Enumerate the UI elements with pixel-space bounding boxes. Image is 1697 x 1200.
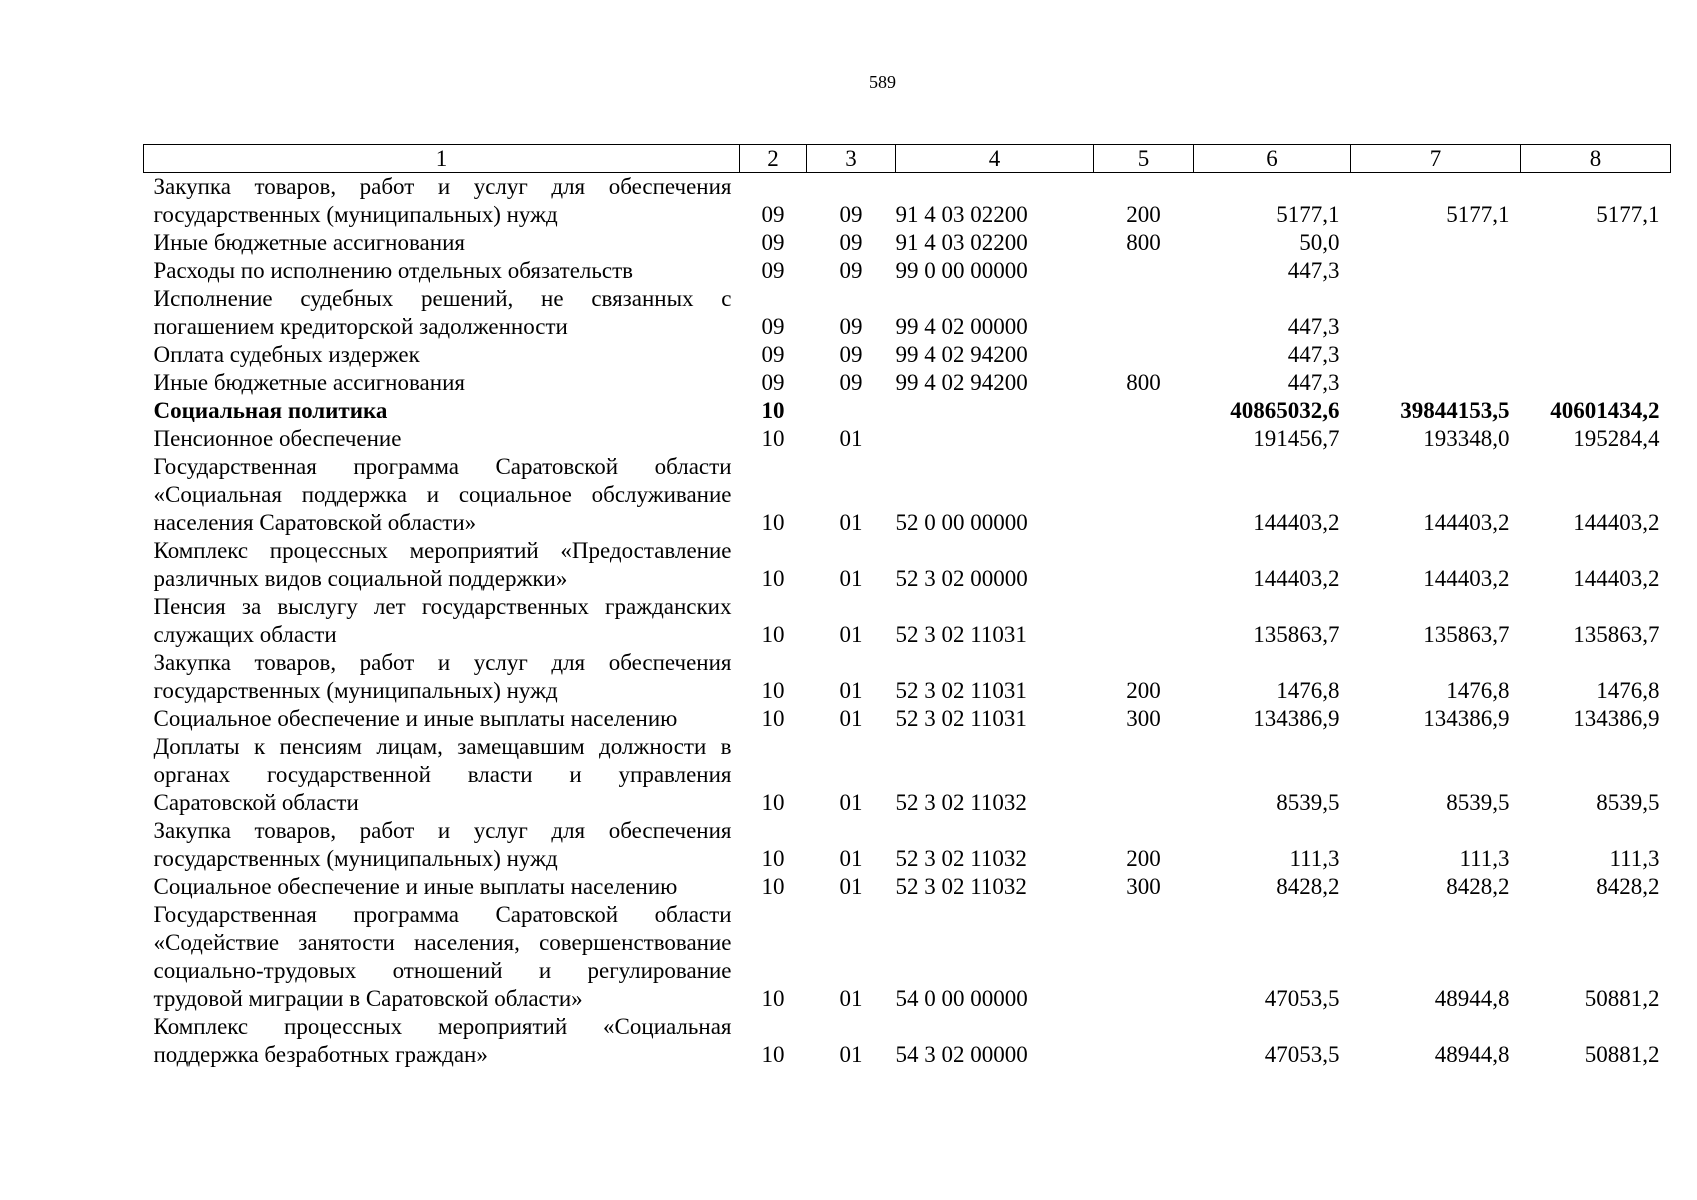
amount-col-7: 144403,2 — [1423, 510, 1510, 535]
target-article-code: 52 3 02 11032 — [895, 790, 1027, 815]
section-code: 09 — [761, 314, 785, 339]
row-name: Иные бюджетные ассигнования — [153, 230, 465, 255]
section-code: 10 — [761, 986, 785, 1011]
row-name: Исполнение судебных решений, не связанных с погашением кредиторской задолженности — [153, 286, 732, 339]
target-article-code: 52 3 02 00000 — [895, 566, 1028, 591]
row-name: Закупка товаров, работ и услуг для обеспечения государственных (муниципальных) нужд — [153, 650, 732, 703]
table-row — [144, 173, 1671, 230]
target-article-code: 99 0 00 00000 — [895, 258, 1028, 283]
target-article-code: 91 4 03 02200 — [895, 230, 1028, 255]
expense-type-code — [1094, 593, 1194, 649]
amount-col-8: 195284,4 — [1573, 426, 1660, 451]
target-article-code: 52 3 02 11031 — [895, 622, 1027, 647]
amount-col-8 — [1521, 341, 1671, 369]
column-header-3: 3 — [807, 145, 896, 173]
amount-col-8 — [1521, 285, 1671, 341]
row-name: Расходы по исполнению отдельных обязательств — [153, 258, 633, 283]
amount-col-6: 5177,1 — [1276, 202, 1340, 227]
page-number: 589 — [869, 72, 896, 92]
target-article-code: 52 3 02 11032 — [895, 874, 1027, 899]
subsection-code: 01 — [839, 1042, 863, 1067]
target-article-code: 52 0 00 00000 — [895, 510, 1028, 535]
subsection-code: 09 — [839, 370, 863, 395]
subsection-code: 09 — [839, 202, 863, 227]
column-header-4: 4 — [896, 145, 1094, 173]
amount-col-8: 1476,8 — [1596, 678, 1660, 703]
row-name: Социальное обеспечение и иные выплаты населению — [153, 874, 678, 899]
amount-col-7: 39844153,5 — [1400, 398, 1510, 423]
amount-col-8: 40601434,2 — [1550, 398, 1660, 423]
subsection-code: 01 — [839, 566, 863, 591]
section-code: 10 — [761, 846, 785, 871]
amount-col-7 — [1351, 341, 1521, 369]
row-name: Социальная политика — [153, 398, 388, 423]
row-name: Социальное обеспечение и иные выплаты населению — [153, 706, 678, 731]
table-row — [144, 817, 1671, 873]
table-row — [144, 649, 1671, 705]
amount-col-7: 135863,7 — [1423, 622, 1510, 647]
expense-type-code — [1094, 341, 1194, 369]
amount-col-6: 134386,9 — [1253, 706, 1340, 731]
expense-type-code: 200 — [1126, 678, 1161, 703]
expense-type-code — [1094, 397, 1194, 425]
amount-col-8: 5177,1 — [1596, 202, 1660, 227]
subsection-code: 01 — [839, 678, 863, 703]
amount-col-6: 47053,5 — [1264, 1042, 1340, 1067]
section-code: 09 — [761, 202, 785, 227]
row-name: Государственная программа Саратовской области «Социальная поддержка и социальное обслуживание населения Саратовской области» — [153, 454, 732, 535]
section-code: 09 — [761, 370, 785, 395]
amount-col-8: 134386,9 — [1573, 706, 1660, 731]
subsection-code: 01 — [839, 986, 863, 1011]
row-name: Комплекс процессных мероприятий «Предоставление различных видов социальной поддержки» — [153, 538, 732, 591]
section-code: 10 — [761, 1042, 785, 1067]
amount-col-6: 1476,8 — [1276, 678, 1340, 703]
column-header-1: 1 — [144, 145, 740, 173]
subsection-code: 09 — [839, 258, 863, 283]
subsection-code: 01 — [839, 846, 863, 871]
amount-col-8: 111,3 — [1609, 846, 1660, 871]
table-row — [144, 537, 1671, 593]
budget-table-body — [144, 173, 1671, 1070]
amount-col-6: 135863,7 — [1253, 622, 1340, 647]
table-row — [144, 873, 1671, 901]
row-name: Государственная программа Саратовской области «Содействие занятости населения, совершенствование социально-трудовых отношений и регулирование трудовой миграции в Саратовской области» — [153, 902, 732, 1011]
row-name: Закупка товаров, работ и услуг для обеспечения государственных (муниципальных) нужд — [153, 174, 732, 227]
subsection-code: 01 — [839, 874, 863, 899]
section-code: 10 — [761, 426, 785, 451]
section-code: 09 — [761, 258, 785, 283]
column-header-7: 7 — [1351, 145, 1521, 173]
subsection-code — [807, 397, 896, 425]
amount-col-7: 48944,8 — [1434, 1042, 1510, 1067]
table-row — [144, 1013, 1671, 1069]
row-name: Оплата судебных издержек — [153, 342, 420, 367]
row-name: Закупка товаров, работ и услуг для обеспечения государственных (муниципальных) нужд — [153, 818, 732, 871]
amount-col-6: 447,3 — [1287, 370, 1340, 395]
column-number-header-row — [144, 145, 1671, 173]
table-row — [144, 369, 1671, 397]
amount-col-6: 111,3 — [1289, 846, 1340, 871]
expense-type-code: 800 — [1126, 370, 1161, 395]
amount-col-7 — [1351, 369, 1521, 397]
expense-type-code — [1094, 453, 1194, 537]
section-code: 09 — [761, 230, 785, 255]
amount-col-7: 48944,8 — [1434, 986, 1510, 1011]
target-article-code: 91 4 03 02200 — [895, 202, 1028, 227]
amount-col-7: 193348,0 — [1423, 426, 1510, 451]
amount-col-7: 8539,5 — [1446, 790, 1510, 815]
expense-type-code — [1094, 901, 1194, 1013]
amount-col-6: 8428,2 — [1276, 874, 1340, 899]
amount-col-6: 447,3 — [1287, 342, 1340, 367]
target-article-code: 52 3 02 11031 — [895, 706, 1027, 731]
amount-col-6: 40865032,6 — [1230, 398, 1340, 423]
section-code: 10 — [761, 874, 785, 899]
expense-type-code: 300 — [1126, 874, 1161, 899]
expense-type-code — [1094, 1013, 1194, 1069]
subsection-code: 01 — [839, 426, 863, 451]
amount-col-8: 8428,2 — [1596, 874, 1660, 899]
amount-col-7: 144403,2 — [1423, 566, 1510, 591]
expense-type-code — [1094, 425, 1194, 453]
amount-col-7 — [1351, 285, 1521, 341]
table-row — [144, 285, 1671, 341]
expense-type-code: 200 — [1126, 202, 1161, 227]
table-row — [144, 341, 1671, 369]
section-code: 09 — [761, 342, 785, 367]
expense-type-code: 300 — [1126, 706, 1161, 731]
amount-col-6: 144403,2 — [1253, 566, 1340, 591]
amount-col-8: 135863,7 — [1573, 622, 1660, 647]
target-article-code: 99 4 02 00000 — [895, 314, 1028, 339]
target-article-code — [896, 425, 1094, 453]
amount-col-8: 144403,2 — [1573, 510, 1660, 535]
section-code: 10 — [761, 622, 785, 647]
expense-type-code — [1094, 257, 1194, 285]
section-code: 10 — [761, 790, 785, 815]
section-code: 10 — [761, 510, 785, 535]
expense-type-code — [1094, 733, 1194, 817]
table-row — [144, 453, 1671, 537]
target-article-code: 99 4 02 94200 — [895, 370, 1028, 395]
target-article-code: 54 0 00 00000 — [895, 986, 1028, 1011]
amount-col-7: 111,3 — [1459, 846, 1510, 871]
table-row — [144, 425, 1671, 453]
amount-col-6: 191456,7 — [1253, 426, 1340, 451]
subsection-code: 09 — [839, 230, 863, 255]
amount-col-7: 1476,8 — [1446, 678, 1510, 703]
amount-col-6: 447,3 — [1287, 314, 1340, 339]
amount-col-6: 8539,5 — [1276, 790, 1340, 815]
amount-col-8: 50881,2 — [1584, 986, 1660, 1011]
section-code: 10 — [761, 566, 785, 591]
amount-col-8: 8539,5 — [1596, 790, 1660, 815]
target-article-code — [896, 397, 1094, 425]
amount-col-7: 8428,2 — [1446, 874, 1510, 899]
amount-col-7: 5177,1 — [1446, 202, 1510, 227]
target-article-code: 52 3 02 11031 — [895, 678, 1027, 703]
amount-col-8 — [1521, 369, 1671, 397]
expense-type-code: 200 — [1126, 846, 1161, 871]
expense-type-code: 800 — [1126, 230, 1161, 255]
subsection-code: 01 — [839, 622, 863, 647]
column-header-6: 6 — [1194, 145, 1351, 173]
row-name: Доплаты к пенсиям лицам, замещавшим должности в органах государственной власти и управления Саратовской области — [153, 734, 732, 815]
target-article-code: 99 4 02 94200 — [895, 342, 1028, 367]
subsection-code: 01 — [839, 790, 863, 815]
table-row — [144, 397, 1671, 425]
table-row — [144, 901, 1671, 1013]
subsection-code: 01 — [839, 706, 863, 731]
budget-table — [143, 144, 1671, 1069]
table-row — [144, 733, 1671, 817]
target-article-code: 54 3 02 00000 — [895, 1042, 1028, 1067]
amount-col-8 — [1521, 229, 1671, 257]
subsection-code: 01 — [839, 510, 863, 535]
amount-col-7 — [1351, 229, 1521, 257]
table-row — [144, 257, 1671, 285]
table-row — [144, 705, 1671, 733]
expense-type-code — [1094, 537, 1194, 593]
amount-col-7: 134386,9 — [1423, 706, 1510, 731]
amount-col-7 — [1351, 257, 1521, 285]
amount-col-6: 144403,2 — [1253, 510, 1340, 535]
row-name: Комплекс процессных мероприятий «Социальная поддержка безработных граждан» — [153, 1014, 732, 1067]
section-code: 10 — [761, 706, 785, 731]
amount-col-6: 447,3 — [1287, 258, 1340, 283]
target-article-code: 52 3 02 11032 — [895, 846, 1027, 871]
column-header-8: 8 — [1521, 145, 1671, 173]
amount-col-6: 47053,5 — [1264, 986, 1340, 1011]
amount-col-6: 50,0 — [1299, 230, 1340, 255]
table-row — [144, 229, 1671, 257]
row-name: Пенсионное обеспечение — [153, 426, 402, 451]
row-name: Пенсия за выслугу лет государственных гражданских служащих области — [153, 594, 732, 647]
subsection-code: 09 — [839, 314, 863, 339]
amount-col-8 — [1521, 257, 1671, 285]
table-row — [144, 593, 1671, 649]
amount-col-8: 50881,2 — [1584, 1042, 1660, 1067]
section-code: 10 — [761, 678, 785, 703]
amount-col-8: 144403,2 — [1573, 566, 1660, 591]
subsection-code: 09 — [839, 342, 863, 367]
row-name: Иные бюджетные ассигнования — [153, 370, 465, 395]
column-header-5: 5 — [1094, 145, 1194, 173]
expense-type-code — [1094, 285, 1194, 341]
section-code: 10 — [761, 398, 785, 423]
column-header-2: 2 — [740, 145, 807, 173]
